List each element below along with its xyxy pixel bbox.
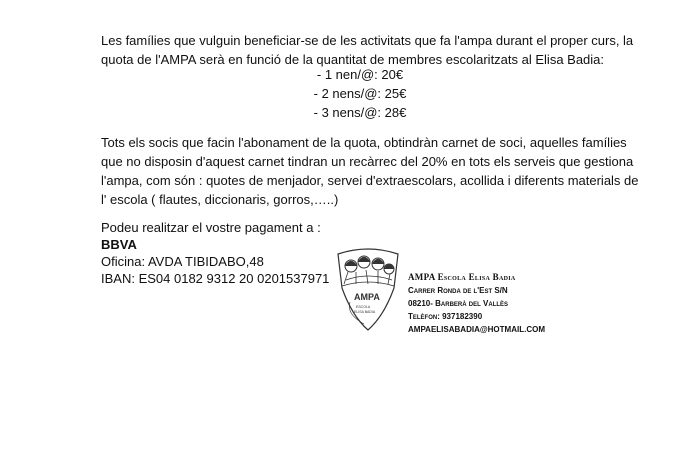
ampa-shield-logo-icon — [334, 244, 402, 332]
contact-street: Carrer Ronda de l'Est S/N — [408, 286, 508, 295]
bank-iban: IBAN: ES04 0182 9312 20 0201537971 — [101, 271, 330, 286]
intro-paragraph: Les famílies que vulguin beneficiar-se de les activitats que fa l'ampa durant el proper curs, la quota de l'AMPA serà en funció de la quantitat de membres escolaritzats al Elisa Badia: — [101, 33, 634, 67]
contact-phone: Telèfon: 937182390 — [408, 312, 483, 321]
contact-city: 08210- Barberà del Vallès — [408, 299, 509, 308]
contact-email: AMPAELISABADIA@HOTMAIL.COM — [408, 325, 545, 334]
svg-text:ESCOLA: ESCOLA — [356, 305, 371, 309]
contact-name: AMPA Escola Elisa Badia — [408, 272, 516, 282]
logo-text: AMPA — [354, 292, 380, 302]
price-item-3: - 3 nens/@: 28€ — [313, 105, 407, 120]
price-item-2: - 2 nens/@: 25€ — [313, 86, 407, 101]
contact-block — [408, 271, 545, 336]
price-item-1: - 1 nen/@: 20€ — [316, 67, 404, 82]
bank-name: BBVA — [101, 237, 137, 252]
price-list — [300, 65, 420, 122]
payment-block — [101, 218, 329, 286]
payment-intro: Podeu realitzar el vostre pagament a : — [101, 220, 321, 235]
bank-office: Oficina: AVDA TIBIDABO,48 — [101, 254, 264, 269]
members-paragraph: Tots els socis que facin l'abonament de la quota, obtindràn carnet de soci, aquelles famílies que no disposin d'aquest carnet tindran un recàrrec del 20% en tots els serveis que gestiona l'ampa, com són : quotes de menjador, servei d'extraescolars, acollida i diferents materials de l' escola ( flautes, diccionaris, gorros,…..) — [101, 135, 639, 207]
svg-text:ELISA BADIA: ELISA BADIA — [354, 310, 376, 314]
